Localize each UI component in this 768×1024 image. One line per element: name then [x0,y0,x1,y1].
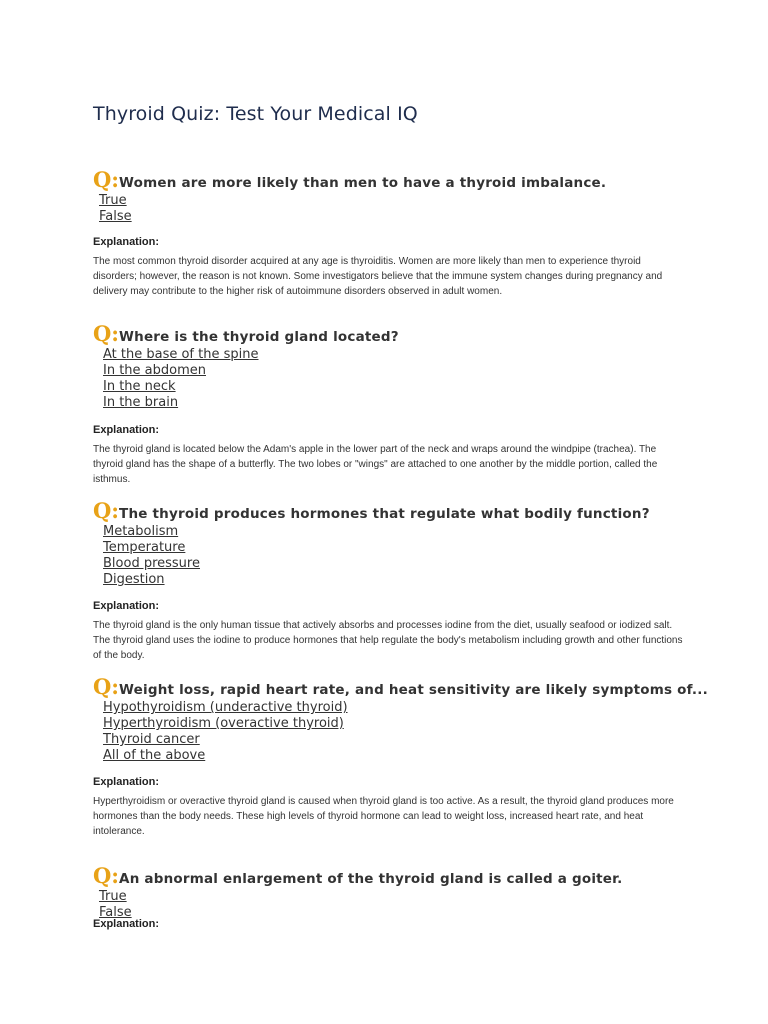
answer-link-true[interactable]: True [99,193,127,208]
explanation-label: Explanation: [93,776,160,788]
question-2 [93,322,683,410]
question-4 [93,674,708,763]
answer-option [93,378,683,394]
answer-option [93,555,683,571]
question-1-text: Women are more likely than men to have a thyroid imbalance. [119,175,607,191]
answer-option [93,699,683,715]
question-2-text: Where is the thyroid gland located? [119,329,399,345]
answer-option [93,362,683,378]
question-2-answers [93,346,683,410]
explanation-label: Explanation: [93,918,160,930]
answer-link[interactable]: Blood pressure [103,556,200,571]
answer-link[interactable]: All of the above [103,748,206,763]
answer-link[interactable]: In the abdomen [103,363,206,378]
explanation-label: Explanation: [93,424,160,436]
answer-option [93,208,683,224]
answer-link[interactable]: Metabolism [103,524,179,539]
answer-link-true[interactable]: True [99,889,127,904]
q-marker: Q: [93,498,120,523]
question-5-text: An abnormal enlargement of the thyroid gland is called a goiter. [119,871,623,887]
question-4-answers [93,699,683,763]
answer-option [93,747,683,763]
question-5-line [93,864,683,888]
question-3-line [93,499,683,523]
question-1-answers [93,192,683,224]
question-3-text: The thyroid produces hormones that regulate what bodily function? [119,506,650,522]
answer-option [93,346,683,362]
answer-link-false[interactable]: False [99,905,132,920]
page-title: Thyroid Quiz: Test Your Medical IQ [93,103,418,125]
answer-option [93,539,683,555]
explanation-label: Explanation: [93,600,160,612]
answer-option [93,394,683,410]
answer-link[interactable]: Temperature [103,540,186,555]
question-3 [93,499,683,587]
q-marker: Q: [93,321,120,346]
answer-link[interactable]: In the neck [103,379,176,394]
explanation-label: Explanation: [93,236,160,248]
answer-option [93,523,683,539]
question-5 [93,864,683,920]
answer-link-false[interactable]: False [99,209,132,224]
explanation-2-text: The thyroid gland is located below the Adam's apple in the lower part of the neck and wraps around the windpipe (trachea). The thyroid gland has the shape of a butterfly. The two lobes or "wings" are attached to one another by the middle portion, called the isthmus. [93,444,658,485]
question-5-answers [93,888,683,920]
answer-link[interactable]: At the base of the spine [103,347,259,362]
question-4-line [93,674,708,699]
answer-option [93,192,683,208]
answer-link[interactable]: Thyroid cancer [103,732,200,747]
question-1-line [93,168,683,192]
question-4-text: Weight loss, rapid heart rate, and heat sensitivity are likely symptoms of... [119,682,708,698]
answer-option [93,888,683,904]
explanation-3-text: The thyroid gland is the only human tissue that actively absorbs and processes iodine from the diet, usually seafood or iodized salt. The thyroid gland uses the iodine to produce hormones that help regulate the body's metabolism including growth and other functions of the body. [93,620,683,661]
answer-option [93,715,683,731]
q-marker: Q: [93,674,120,699]
q-marker: Q: [93,167,120,192]
answer-option [93,904,683,920]
answer-option [93,571,683,587]
answer-option [93,731,683,747]
answer-link[interactable]: Digestion [103,572,165,587]
q-marker: Q: [93,863,120,888]
explanation-4-text: Hyperthyroidism or overactive thyroid gland is caused when thyroid gland is too active. As a result, the thyroid gland produces more hormones than the body needs. These high levels of thyroid hormone can lead to weight loss, increased heart rate, and heat intolerance. [93,796,674,837]
question-2-line [93,322,683,346]
question-3-answers [93,523,683,587]
answer-link[interactable]: In the brain [103,395,179,410]
question-1 [93,168,683,224]
answer-link[interactable]: Hyperthyroidism (overactive thyroid) [103,716,344,731]
explanation-1-text: The most common thyroid disorder acquired at any age is thyroiditis. Women are more likely than men to experience thyroid disorders; however, the reason is not known. Some investigators believe that the immune system changes during pregnancy and delivery may contribute to the higher risk of autoimmune disorders observed in adult women. [93,256,663,297]
answer-link[interactable]: Hypothyroidism (underactive thyroid) [103,700,348,715]
